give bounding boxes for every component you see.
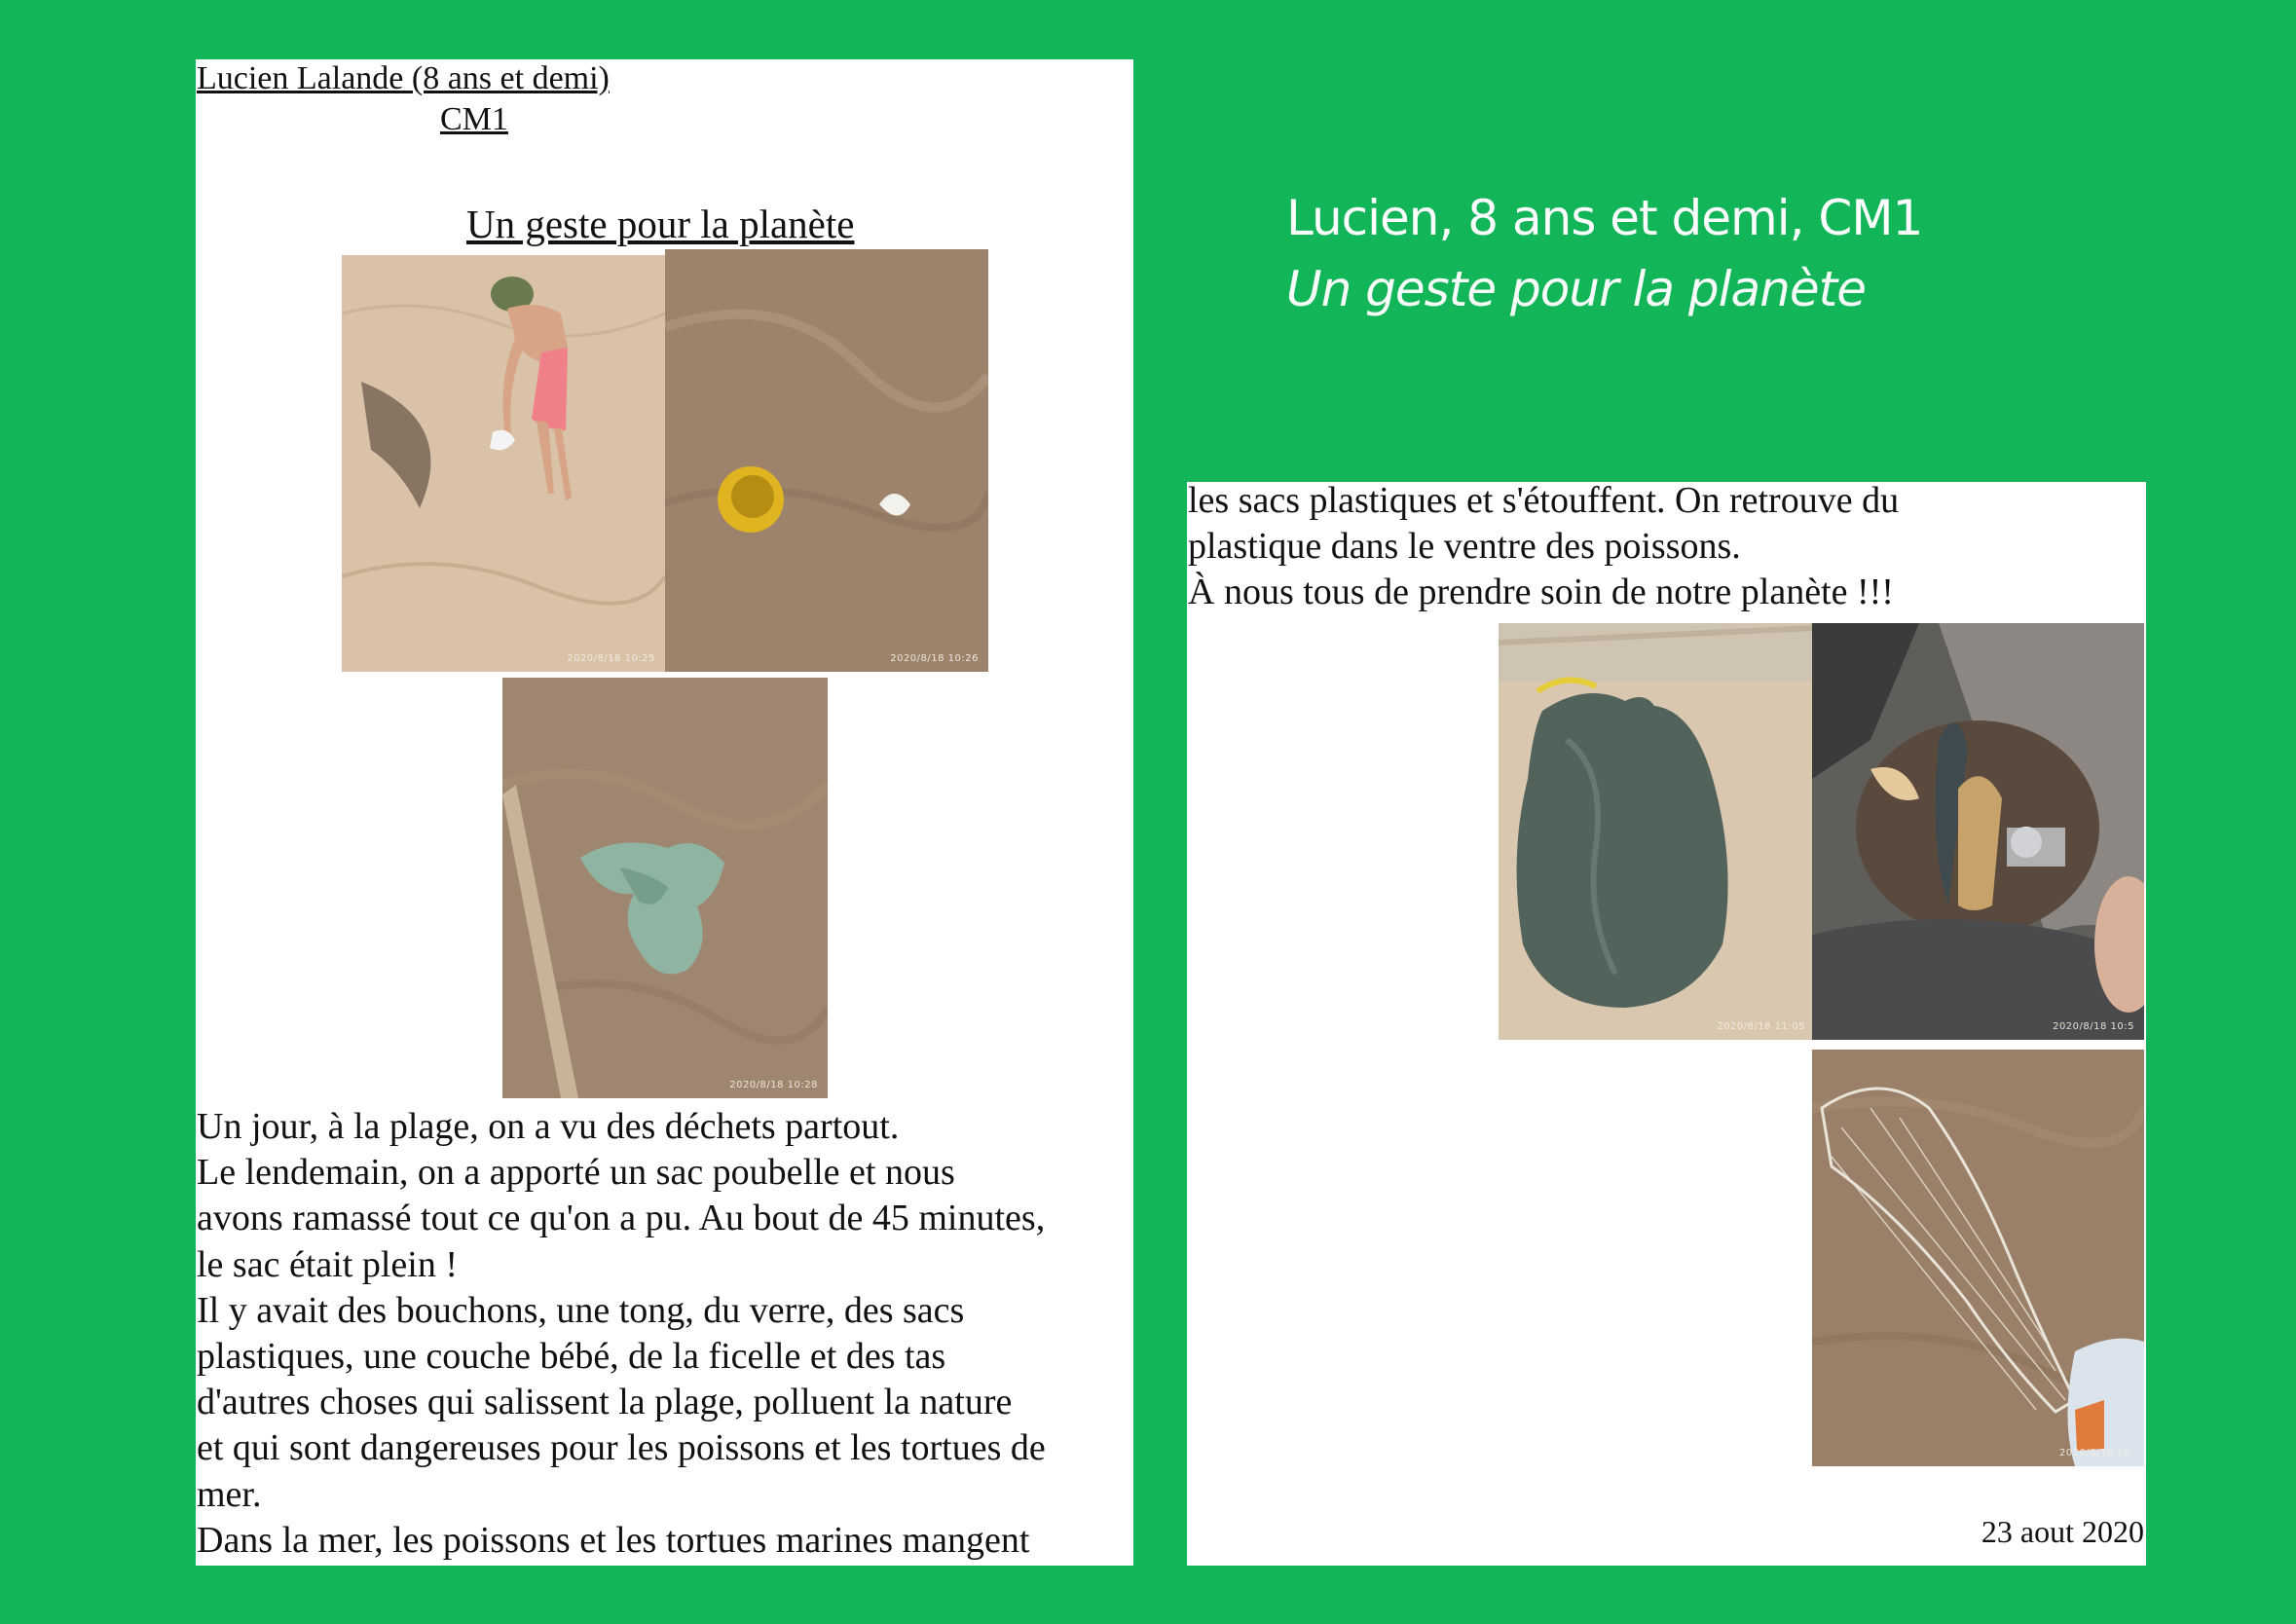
text-line: avons ramassé tout ce qu'on a pu. Au bout de 45 minutes,: [197, 1198, 1046, 1239]
photo-timestamp: 2020/8/18 11:05: [1717, 1021, 1805, 1032]
text-line: Il y avait des bouchons, une tong, du verre, des sacs: [197, 1289, 965, 1331]
class-label: CM1: [440, 101, 508, 137]
text-line: À nous tous de prendre soin de notre planète !!!: [1188, 572, 1894, 613]
photo-net-on-sand: [1812, 1050, 2144, 1466]
text-line: et qui sont dangereuses pour les poissons et les tortues de: [197, 1427, 1046, 1469]
text-line: les sacs plastiques et s'étouffent. On retrouve du: [1188, 480, 1900, 521]
page-heading: Lucien, 8 ans et demi, CM1: [1286, 190, 1923, 246]
text-line: Un jour, à la plage, on a vu des déchets partout.: [197, 1106, 900, 1147]
page-subheading: Un geste pour la planète: [1286, 261, 1866, 317]
author-name: Lucien Lalande (8 ans et demi): [197, 60, 610, 96]
photo-timestamp: 2020/8/18 10:5: [2053, 1021, 2134, 1032]
photo-boy-collecting: [342, 255, 665, 672]
photo-bag-contents: [1812, 623, 2144, 1040]
left-page: [196, 59, 1133, 1566]
photo-timestamp: 2020/8/18 10:25: [567, 653, 655, 664]
photo-full-trash-bag: [1499, 623, 1815, 1040]
photo-timestamp: 2020/8/18 10:28: [729, 1080, 818, 1090]
photo-timestamp: 2020/8/18 10:: [2058, 1448, 2134, 1458]
text-line: mer.: [197, 1473, 262, 1515]
photo-plastic-bag: [502, 678, 828, 1098]
document-date: 23 aout 2020: [1981, 1514, 2144, 1549]
document-title: Un geste pour la planète: [466, 202, 855, 246]
text-line: le sac était plein !: [197, 1243, 458, 1285]
photo-cap-and-shell: [665, 249, 988, 672]
text-line: Le lendemain, on a apporté un sac poubelle et nous: [197, 1152, 955, 1194]
text-line: Dans la mer, les poissons et les tortues marines mangent: [197, 1519, 1030, 1561]
story-text-part-1: [197, 1104, 1133, 1564]
right-page: [1187, 482, 2146, 1566]
text-line: plastique dans le ventre des poissons.: [1188, 526, 1741, 568]
text-line: plastiques, une couche bébé, de la ficelle et des tas: [197, 1336, 946, 1378]
story-text-part-2: [1188, 478, 2142, 616]
photo-timestamp: 2020/8/18 10:26: [890, 653, 979, 664]
text-line: d'autres choses qui salissent la plage, polluent la nature: [197, 1382, 1013, 1423]
